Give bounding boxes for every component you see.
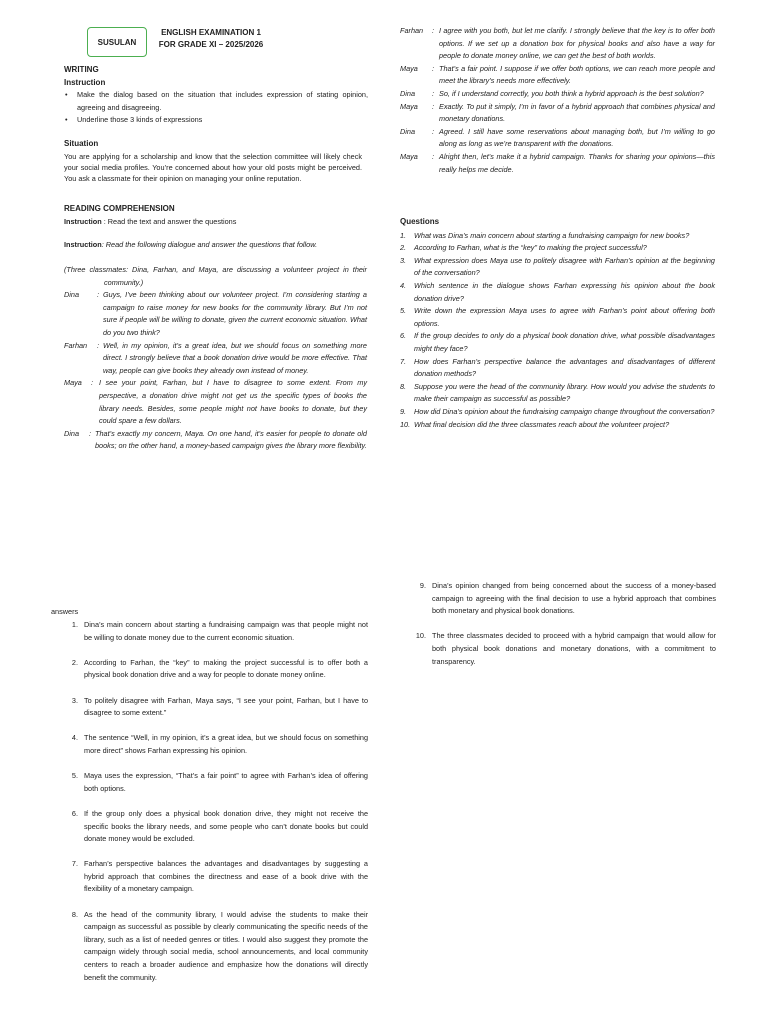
speaker-name: Farhan [400,26,424,35]
answer-text: Dina’s opinion changed from being concerned about the success of a money-based campaign to agreeing with the final decision to use a hybrid approach that combines both monetary and physical book donations. [432,581,716,616]
instruction-text: : Read the following dialogue and answer the questions that follow. [101,240,318,250]
speaker-separator: : [432,88,435,98]
answer-item [62,732,368,757]
answer-text: To politely disagree with Farhan, Maya says, “I see your point, Farhan, but I have to disagree to some extent.” [84,695,368,718]
dialogue-text: So, if I understand correctly, you both think a hybrid approach is the best solution? [439,88,704,98]
speaker-separator: : [432,101,435,111]
question-text: What was Dina’s main concern about starting a fundraising campaign for new books? [414,230,690,240]
answer-text: If the group only does a physical book donation drive, they might not receive the specific books the library needs, and some people who can’t donate books but could donate money would be excluded. [84,808,368,844]
question-item [400,255,715,280]
questions-section [400,216,715,431]
dialogue-line [64,377,367,427]
speaker-separator: : [89,428,92,438]
answer-item [62,858,368,896]
question-text: According to Farhan, what is the “key” to making the project successful? [414,243,647,253]
reading-instruction-1 [64,216,368,229]
speaker-name: Dina [400,88,416,98]
dialogue-line [64,289,367,339]
question-text: What final decision did the three classmates reach about the volunteer project? [414,419,670,429]
answer-text: According to Farhan, the “key” to making the project successful is to offer both a physical book donation drive and a way for people to donate money online. [84,657,368,680]
situation-heading: Situation [64,139,99,148]
susulan-label-box [87,27,147,57]
answer-item [62,770,368,795]
speaker-separator: : [432,26,435,35]
question-number: 1. [400,230,407,240]
answer-number: 9. [419,581,426,590]
exam-title-line1: ENGLISH EXAMINATION 1 [161,28,261,37]
question-number: 6. [400,331,407,341]
answer-item [62,657,368,682]
question-number: 8. [400,381,407,391]
speaker-name: Dina [64,428,80,438]
instruction-label: Instruction [64,240,102,250]
dialogue-line [400,126,715,151]
reading-heading: READING COMPREHENSION [64,204,175,213]
answer-text: Maya uses the expression, “That’s a fair point” to agree with Farhan’s idea of offering both options. [84,771,368,793]
question-number: 9. [400,406,407,416]
speaker-name: Farhan [64,340,88,350]
answers-heading: answers [51,607,79,616]
speaker-separator: : [432,151,435,161]
answer-item [410,630,716,668]
answer-item [62,909,368,985]
dialogue-line [400,63,715,88]
dialogue-text: Well, in my opinion, it’s a great idea, but we should focus on something more direct. I strongly believe that a book donation drive would be more effective. That way, people can give books they already own instead of money. [103,340,367,375]
dialogue-text: That’s a fair point. I suppose if we offer both options, we can reach more people and meet the library’s needs more effectively. [439,63,715,86]
dialogue-right [400,25,715,176]
dialogue-line [64,340,367,378]
exam-title-line2: FOR GRADE XI – 2025/2026 [158,40,264,49]
answer-text: Farhan’s perspective balances the advantages and disadvantages by suggesting a hybrid approach that combines the directness and ease of a book drive with the flexibility of a monetary campaign. [84,859,368,894]
question-item [400,330,715,355]
dialogue-line [400,25,715,63]
answer-number: 4. [71,733,78,743]
question-item [400,280,715,305]
answer-number: 3. [71,695,78,705]
speaker-separator: : [91,378,94,388]
dialogue-line [64,428,367,453]
answers-right [410,580,716,681]
dialogue-text: Guys, I’ve been thinking about our volunteer project. I’m considering starting a campaign to raise money for new books for the community library. But I’m not sure if people will be willing to donate, given the current economic situation. What do you two think? [103,290,367,337]
situation-section [64,138,362,184]
reading-section [64,203,368,252]
writing-heading: WRITING [64,65,99,74]
answer-item [62,695,368,720]
question-item [400,242,715,255]
speaker-separator: : [432,63,435,73]
answer-text: The sentence “Well, in my opinion, it’s a great idea, but we should focus on something more direct” shows Farhan expressing his opinion. [84,733,368,755]
questions-list [400,230,715,432]
instruction-label: Instruction [64,216,102,226]
dialogue-text: Agreed. I still have some reservations about managing both, but I’m willing to go along as long as we’re transparent with the donations. [439,126,715,149]
dialogue-left [64,264,367,453]
dialogue-text: I agree with you both, but let me clarify. I strongly believe that the key is to offer both options. If we set up a donation box for physical books and also have a way for people to donate money online, we can get the best of both worlds. [439,26,715,61]
writing-instruction-heading: Instruction [64,77,106,87]
speaker-name: Maya [400,63,418,73]
exam-title [156,27,266,51]
question-text: Which sentence in the dialogue shows Farhan expressing his opinion about the book donation drive? [414,280,715,303]
dialogue-intro: (Three classmates: Dina, Farhan, and Maya, are discussing a volunteer project in their community.) [64,265,367,287]
speaker-name: Maya [400,151,418,161]
question-item [400,230,715,243]
speaker-separator: : [97,290,100,300]
question-text: What expression does Maya use to politely disagree with Farhan’s opinion at the beginning of the conversation? [414,255,715,278]
dialogue-text: Exactly. To put it simply, I’m in favor of a hybrid approach that combines physical and monetary donations. [439,101,715,124]
question-item [400,419,715,432]
question-number: 10. [400,419,411,429]
dialogue-text: I see your point, Farhan, but I have to disagree to some extent. From my perspective, a donation drive might not get us the specific types of books the library needs. Besides, some people might not have books to donate, but they could spare a few dollars. [99,378,367,426]
dialogue-text: Alright then, let’s make it a hybrid campaign. Thanks for sharing your opinions—this really helps me decide. [439,151,715,174]
writing-instruction-item: • Underline those 3 kinds of expressions [64,114,368,127]
question-text: How did Dina’s opinion about the fundraising campaign change throughout the conversation? [414,406,715,416]
speaker-name: Dina [400,126,416,136]
reading-instruction-2 [64,239,368,252]
question-item [400,305,715,330]
question-item [400,381,715,406]
question-text: How does Farhan’s perspective balance the advantages and disadvantages of different donation methods? [414,356,715,379]
question-number: 5. [400,306,407,316]
answer-number: 2. [71,657,78,667]
question-number: 2. [400,243,407,253]
answer-number: 7. [71,859,78,869]
answer-item [62,619,368,644]
answers-left [62,619,368,997]
question-number: 7. [400,356,407,366]
speaker-name: Dina [64,290,80,300]
answer-text: The three classmates decided to proceed with a hybrid campaign that would allow for both physical book donations and monetary donations, with a commitment to transparency. [432,631,716,666]
question-text: Suppose you were the head of the community library. How would you advise the students to make their campaign as successful as possible? [414,381,715,404]
answer-number: 5. [71,771,78,781]
answer-text: As the head of the community library, I would advise the students to make their campaign as successful as possible by clearly communicating the specific needs of the library, such as a list of needed genres or titles. I would also suggest they promote the campaign widely through social media, school announcements, and local community centers to reach a broader audience and emphasize how the donations will directly benefit the community. [84,909,368,982]
dialogue-line [400,151,715,176]
dialogue-line [400,88,715,101]
questions-heading: Questions [400,217,440,226]
answer-number: 8. [71,909,78,919]
answer-item [62,808,368,846]
question-item [400,406,715,419]
speaker-separator: : [97,340,100,350]
dialogue-line [400,101,715,126]
writing-section [64,64,368,127]
speaker-separator: : [432,126,435,136]
situation-text: You are applying for a scholarship and know that the selection committee will likely check your social media profiles. You’re concerned about how your old posts might be perceived. You ask a classmate for their opinion on managing your online reputation. [64,151,362,183]
susulan-label: SUSULAN [97,37,137,47]
writing-instruction-list [64,89,368,127]
answer-number: 6. [71,808,78,818]
speaker-name: Maya [64,378,82,388]
answer-item [410,580,716,618]
answer-text: Dina’s main concern about starting a fundraising campaign was that people might not be willing to donate money due to the current economic situation. [84,620,368,642]
answer-number: 1. [71,620,78,629]
dialogue-text: That’s exactly my concern, Maya. On one hand, it’s easier for people to donate old books; on the other hand, a money-based campaign gives the library more flexibility. [95,428,367,451]
answer-number: 10. [415,631,426,641]
question-number: 4. [400,280,407,290]
question-item [400,356,715,381]
question-text: If the group decides to only do a physical book donation drive, what possible disadvantages might they face? [414,331,715,353]
speaker-name: Maya [400,101,418,111]
question-number: 3. [400,255,407,265]
question-text: Write down the expression Maya uses to agree with Farhan’s point about offering both options. [414,306,715,328]
writing-instruction-item: • Make the dialog based on the situation that includes expression of stating opinion, agreeing and disagreeing. [64,89,368,114]
instruction-text: : Read the text and answer the questions [101,216,237,226]
